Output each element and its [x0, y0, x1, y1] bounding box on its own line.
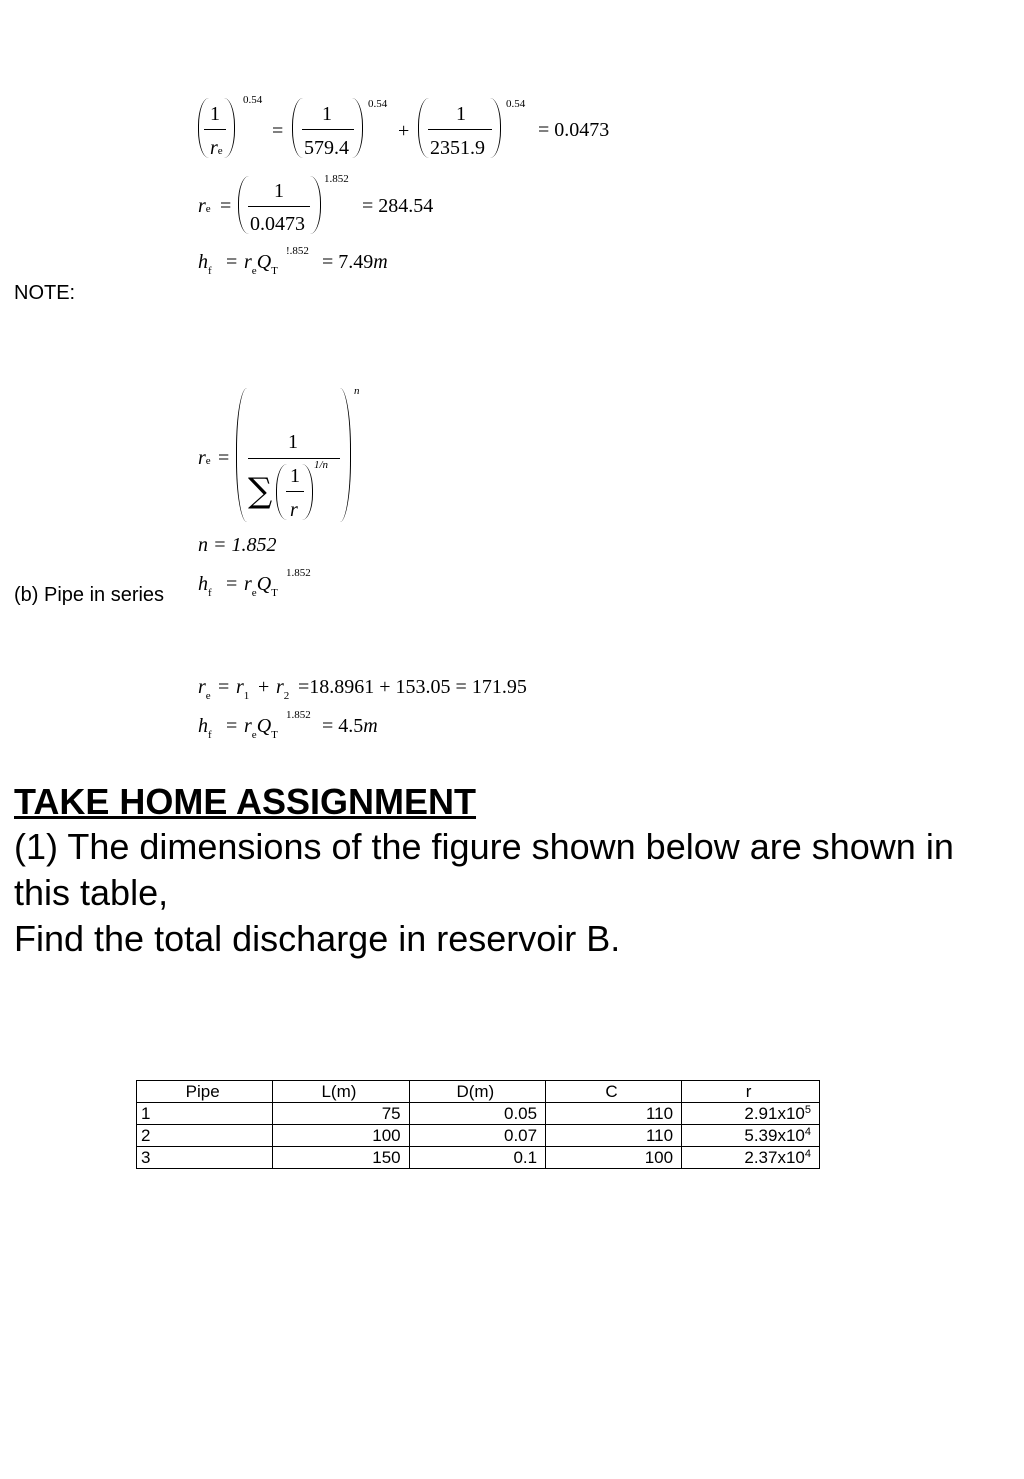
- cell-diameter: 0.07: [409, 1125, 545, 1147]
- eq2-num: 1: [274, 180, 284, 202]
- cell-length: 75: [273, 1103, 409, 1125]
- cell-c: 110: [546, 1103, 682, 1125]
- sh-exp: 1.852: [286, 709, 311, 721]
- assignment-title: TAKE HOME ASSIGNMENT: [14, 781, 477, 822]
- paren-left: [418, 98, 429, 158]
- sh-eq-sign: =: [226, 715, 238, 737]
- eq3-result: = 7.49: [322, 251, 374, 273]
- hg-h-sub: f: [208, 587, 212, 599]
- eq1-t1-num: 1: [322, 103, 332, 125]
- paren-right: [224, 98, 235, 158]
- eq2-exp: 1.852: [324, 173, 349, 185]
- r-exponent: 4: [804, 1126, 811, 1138]
- paren-right: [340, 388, 351, 522]
- assignment-line-2: this table,: [14, 872, 169, 913]
- eq3-q: Q: [256, 251, 272, 273]
- nf-eq-sign: =: [218, 447, 230, 469]
- header-pipe: Pipe: [137, 1081, 273, 1103]
- eq1-eq-sign: =: [272, 120, 284, 142]
- cell-pipe: 3: [137, 1147, 273, 1169]
- cell-diameter: 0.1: [409, 1147, 545, 1169]
- sr-r1-sub: 1: [243, 690, 250, 702]
- nf-lhs-var: r: [198, 447, 206, 469]
- cell-pipe: 1: [137, 1103, 273, 1125]
- paren-left: [292, 98, 303, 158]
- header-length: L(m): [273, 1081, 409, 1103]
- n-definition: n = 1.852: [198, 534, 277, 556]
- paren-left: [198, 98, 209, 158]
- eq1-t1-exp: 0.54: [368, 98, 388, 110]
- sh-h: h: [198, 715, 208, 737]
- sh-r: r: [244, 715, 252, 737]
- r-base: 2.91x10: [744, 1104, 805, 1123]
- sh-q: Q: [256, 715, 272, 737]
- cell-diameter: 0.05: [409, 1103, 545, 1125]
- hg-eq-sign: =: [226, 573, 238, 595]
- eq3-eq-sign: =: [226, 251, 238, 273]
- hg-exp: 1.852: [286, 567, 311, 579]
- nf-lhs-sub: e: [205, 455, 211, 467]
- table-row: [137, 1103, 820, 1125]
- eq3-unit: m: [373, 251, 388, 273]
- sh-unit: m: [363, 715, 378, 737]
- eq1-exp: 0.54: [243, 94, 263, 106]
- eq1-t2-num: 1: [456, 103, 466, 125]
- note-label: NOTE:: [14, 282, 76, 304]
- nf-inner-den: r: [290, 499, 298, 521]
- eq2-den: 0.0473: [250, 213, 305, 235]
- cell-r: [682, 1125, 820, 1147]
- eq1-plus: +: [398, 120, 410, 142]
- cell-c: 110: [546, 1125, 682, 1147]
- table-row: [137, 1147, 820, 1169]
- sr-lhs-sub: e: [205, 690, 211, 702]
- sh-q-sub: T: [271, 729, 278, 741]
- pipe-series-label: (b) Pipe in series: [14, 584, 165, 606]
- cell-length: 150: [273, 1147, 409, 1169]
- hg-q-sub: T: [271, 587, 278, 599]
- sh-h-sub: f: [208, 729, 212, 741]
- table-row: [137, 1125, 820, 1147]
- sr-r1: r: [236, 676, 244, 698]
- header-c: C: [546, 1081, 682, 1103]
- r-base: 2.37x10: [744, 1148, 805, 1167]
- sr-plus: +: [258, 676, 270, 698]
- eq2-eq-sign: =: [220, 195, 232, 217]
- nf-num: 1: [288, 431, 298, 453]
- eq1-num: 1: [210, 103, 220, 125]
- paren-left: [236, 388, 247, 522]
- cell-length: 100: [273, 1125, 409, 1147]
- sigma-symbol: ∑: [248, 471, 273, 511]
- eq2-lhs-var: r: [198, 195, 206, 217]
- sr-eq: =: [218, 676, 230, 698]
- fraction-bar: [428, 129, 492, 130]
- eq3-exp: !.852: [286, 245, 309, 257]
- sr-r2: r: [276, 676, 284, 698]
- paren-right: [302, 464, 313, 520]
- paren-right: [490, 98, 501, 158]
- eq3-h: h: [198, 251, 208, 273]
- eq1-den-var: r: [210, 137, 218, 159]
- cell-r: [682, 1147, 820, 1169]
- sh-result: = 4.5: [322, 715, 364, 737]
- paren-left: [276, 464, 287, 520]
- r-base: 5.39x10: [744, 1126, 805, 1145]
- eq1-t2-den: 2351.9: [430, 137, 485, 159]
- eq2-lhs-sub: e: [205, 203, 211, 215]
- eq3-r-sub: e: [251, 265, 257, 277]
- table-header-row: [137, 1081, 820, 1103]
- hg-r-sub: e: [251, 587, 257, 599]
- eq1-t2-exp: 0.54: [506, 98, 526, 110]
- cell-c: 100: [546, 1147, 682, 1169]
- hg-q: Q: [256, 573, 272, 595]
- paren-right: [310, 176, 321, 234]
- r-exponent: 5: [804, 1104, 811, 1116]
- nf-inner-num: 1: [290, 465, 300, 487]
- paren-right: [352, 98, 363, 158]
- fraction-bar: [204, 129, 226, 130]
- sr-lhs: r: [198, 676, 206, 698]
- eq2-result: = 284.54: [362, 195, 434, 217]
- hg-h: h: [198, 573, 208, 595]
- eq3-r: r: [244, 251, 252, 273]
- eq1-den-sub: e: [217, 145, 223, 157]
- cell-r: [682, 1103, 820, 1125]
- eq1-result: = 0.0473: [538, 119, 610, 141]
- r-exponent: 4: [804, 1148, 811, 1160]
- hg-r: r: [244, 573, 252, 595]
- assignment-line-1: (1) The dimensions of the figure shown below are shown in: [14, 826, 954, 867]
- nf-inner-exp: 1/n: [314, 459, 329, 471]
- fraction-bar: [248, 206, 310, 207]
- cell-pipe: 2: [137, 1125, 273, 1147]
- paren-left: [238, 176, 249, 234]
- fraction-bar: [302, 129, 354, 130]
- nf-outer-exp: n: [354, 385, 360, 397]
- eq3-h-sub: f: [208, 265, 212, 277]
- header-r: r: [682, 1081, 820, 1103]
- eq3-q-sub: T: [271, 265, 278, 277]
- assignment-section: [14, 782, 954, 962]
- assignment-line-3: Find the total discharge in reservoir B.: [14, 918, 621, 959]
- header-diameter: D(m): [409, 1081, 545, 1103]
- pipe-dimensions-table: [136, 1080, 820, 1169]
- sh-r-sub: e: [251, 729, 257, 741]
- eq1-t1-den: 579.4: [304, 137, 349, 159]
- sr-rhs: =18.8961 + 153.05 = 171.95: [298, 676, 527, 698]
- sr-r2-sub: 2: [283, 690, 290, 702]
